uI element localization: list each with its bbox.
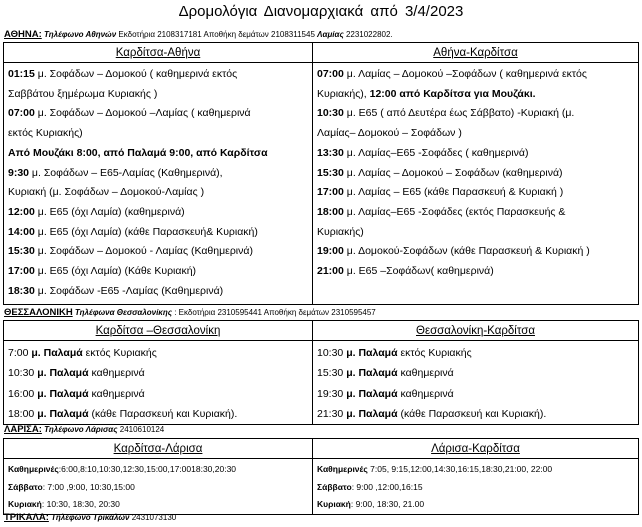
thessaloniki-phone-label: Τηλέφωνα Θεσσαλονίκης [74, 308, 172, 317]
karditsa-thessaloniki-header: Καρδίτσα –Θεσσαλονίκη [4, 321, 313, 341]
karditsa-thessaloniki-column [4, 341, 313, 425]
lamia-label: Λαμίας [317, 30, 344, 39]
thessaloniki-city-label: ΘΕΣΣΑΛΟΝΙΚΗ [4, 307, 73, 318]
schedule-line: 19:30 μ. Παλαμά καθημερινά [317, 387, 454, 400]
schedule-line: 15:30 μ. Λαμίας – Δομοκού – Σοφάδων (καθημερινά) [317, 166, 563, 179]
athens-info-line [4, 29, 393, 40]
page-title: Δρομολόγια Διανομαρχιακά από 3/4/2023 [178, 3, 464, 20]
trikala-city-label: ΤΡΙΚΑΛΑ: [4, 512, 49, 523]
schedule-line: Κυριακής), 12:00 από Καρδίτσα για Μουζάκι. [317, 87, 536, 100]
schedule-line: 07:00 μ. Σοφάδων – Δομοκού –Λαμίας ( καθημερινά [8, 107, 251, 120]
schedule-line: εκτός Κυριακής) [8, 127, 83, 140]
thessaloniki-karditsa-header: Θεσσαλονίκη-Καρδίτσα [313, 321, 639, 341]
schedule-line: 12:00 μ. Ε65 (όχι Λαμία) (καθημερινά) [8, 205, 185, 218]
larisa-karditsa-header: Λάρισα-Καρδίτσα [313, 439, 639, 459]
larisa-karditsa-column [313, 459, 639, 515]
thessaloniki-phone-info: : Εκδοτήρια 2310595441 Αποθήκη δεμάτων 2310595457 [174, 308, 376, 317]
larisa-info-line [4, 424, 164, 435]
schedule-line: 18:00 μ. Λαμίας–Ε65 -Σοφάδες (εκτός Παρασκευής & [317, 205, 566, 218]
trikala-phone: 2431073130 [131, 513, 177, 522]
schedule-line: Σάββατο: 7:00 ,9:00, 10:30,15:00 [8, 481, 135, 492]
karditsa-athens-header: Καρδίτσα-Αθήνα [4, 43, 313, 63]
thessaloniki-karditsa-column [313, 341, 639, 425]
trikala-phone-label: Τηλέφωνο Τρικάλων [51, 513, 130, 522]
schedule-line: 21:30 μ. Παλαμά (κάθε Παρασκευή και Κυριακή). [317, 407, 547, 420]
larisa-city-label: ΛΑΡΙΣΑ: [4, 424, 42, 435]
schedule-line: Καθημερινές:6:00,8:10,10:30,12:30,15:00,17:0018:30,20:30 [8, 464, 237, 474]
athens-phone-info: Εκδοτήρια 2108317181 Αποθήκη δεμάτων 2108311545 [118, 30, 315, 39]
schedule-line: 10:30 μ. Παλαμά καθημερινά [8, 367, 145, 380]
schedule-line: Σαββάτου ξημέρωμα Κυριακής ) [8, 87, 158, 100]
karditsa-larisa-column [4, 459, 313, 515]
schedule-line: 10:30 μ. Ε65 ( από Δευτέρα έως Σάββατο) -Κυριακή (μ. [317, 107, 575, 120]
schedule-line: Κυριακή: 10:30, 18:30, 20:30 [8, 499, 120, 510]
athens-karditsa-header: Αθήνα-Καρδίτσα [313, 43, 639, 63]
schedule-line: 14:00 μ. Ε65 (όχι Λαμία) (κάθε Παρασκευή& Κυριακή) [8, 225, 258, 238]
schedule-line: 16:00 μ. Παλαμά καθημερινά [8, 387, 145, 400]
schedule-line: 17:00 μ. Ε65 (όχι Λαμία) (Κάθε Κυριακή) [8, 265, 197, 278]
schedule-line: 7:00 μ. Παλαμά εκτός Κυριακής [8, 347, 157, 359]
athens-phone-label: Τηλέφωνο Αθηνών [43, 30, 117, 39]
karditsa-athens-column [4, 63, 313, 305]
lamia-phone: 2231022802. [345, 30, 393, 39]
schedule-line: 21:00 μ. Ε65 –Σοφάδων( καθημερινά) [317, 265, 494, 278]
schedule-line: Κυριακή (μ. Σοφάδων – Δομοκού-Λαμίας ) [8, 186, 205, 199]
trikala-info-line [4, 512, 176, 523]
schedule-line: 15:30 μ. Σοφάδων – Δομοκού - Λαμίας (Καθημερινά) [8, 245, 253, 258]
athens-schedule-table [3, 42, 639, 305]
schedule-line: 07:00 μ. Λαμίας – Δομοκού –Σοφάδων ( καθημερινά εκτός [317, 68, 587, 80]
schedule-line: 10:30 μ. Παλαμά εκτός Κυριακής [317, 347, 472, 359]
schedule-line: 13:30 μ. Λαμίας–Ε65 -Σοφάδες ( καθημερινά) [317, 146, 529, 159]
schedule-line: 17:00 μ. Λαμίας – Ε65 (κάθε Παρασκευή & Κυριακή ) [317, 186, 564, 199]
schedule-line: Κυριακή: 9:00, 18:30, 21.00 [317, 499, 425, 510]
larisa-phone-label: Τηλέφωνο Λάρισας [44, 425, 118, 434]
schedule-line: 01:15 μ. Σοφάδων – Δομοκού ( καθημερινά εκτός [8, 68, 238, 80]
schedule-line: Από Μουζάκι 8:00, από Παλαμά 9:00, από Καρδίτσα [8, 146, 268, 159]
athens-city-label: ΑΘΗΝΑ: [4, 29, 42, 40]
schedule-line: Σάββατο: 9:00 ,12:00,16:15 [317, 481, 423, 492]
schedule-line: 9:30 μ. Σοφάδων – Ε65-Λαμίας (Καθημερινά), [8, 166, 223, 179]
thessaloniki-schedule-table [3, 320, 639, 425]
thessaloniki-info-line [4, 307, 376, 318]
schedule-line: Καθημερινές 7:05, 9:15,12:00,14:30,16:15,18:30,21:00, 22:00 [317, 464, 553, 474]
schedule-line: Λαμίας– Δομοκού – Σοφάδων ) [317, 127, 462, 140]
larisa-phone: 2410610124 [119, 425, 165, 434]
schedule-line: 15:30 μ. Παλαμά καθημερινά [317, 367, 454, 380]
larisa-schedule-table [3, 438, 639, 515]
schedule-line: 18:00 μ. Παλαμά (κάθε Παρασκευή και Κυριακή). [8, 407, 238, 420]
schedule-line: 19:00 μ. Δομοκού-Σοφάδων (κάθε Παρασκευή & Κυριακή ) [317, 245, 590, 258]
karditsa-larisa-header: Καρδίτσα-Λάρισα [4, 439, 313, 459]
schedule-line: Κυριακής) [317, 225, 364, 238]
schedule-line: 18:30 μ. Σοφάδων -Ε65 -Λαμίας (Καθημερινά) [8, 284, 224, 297]
athens-karditsa-column [313, 63, 639, 305]
